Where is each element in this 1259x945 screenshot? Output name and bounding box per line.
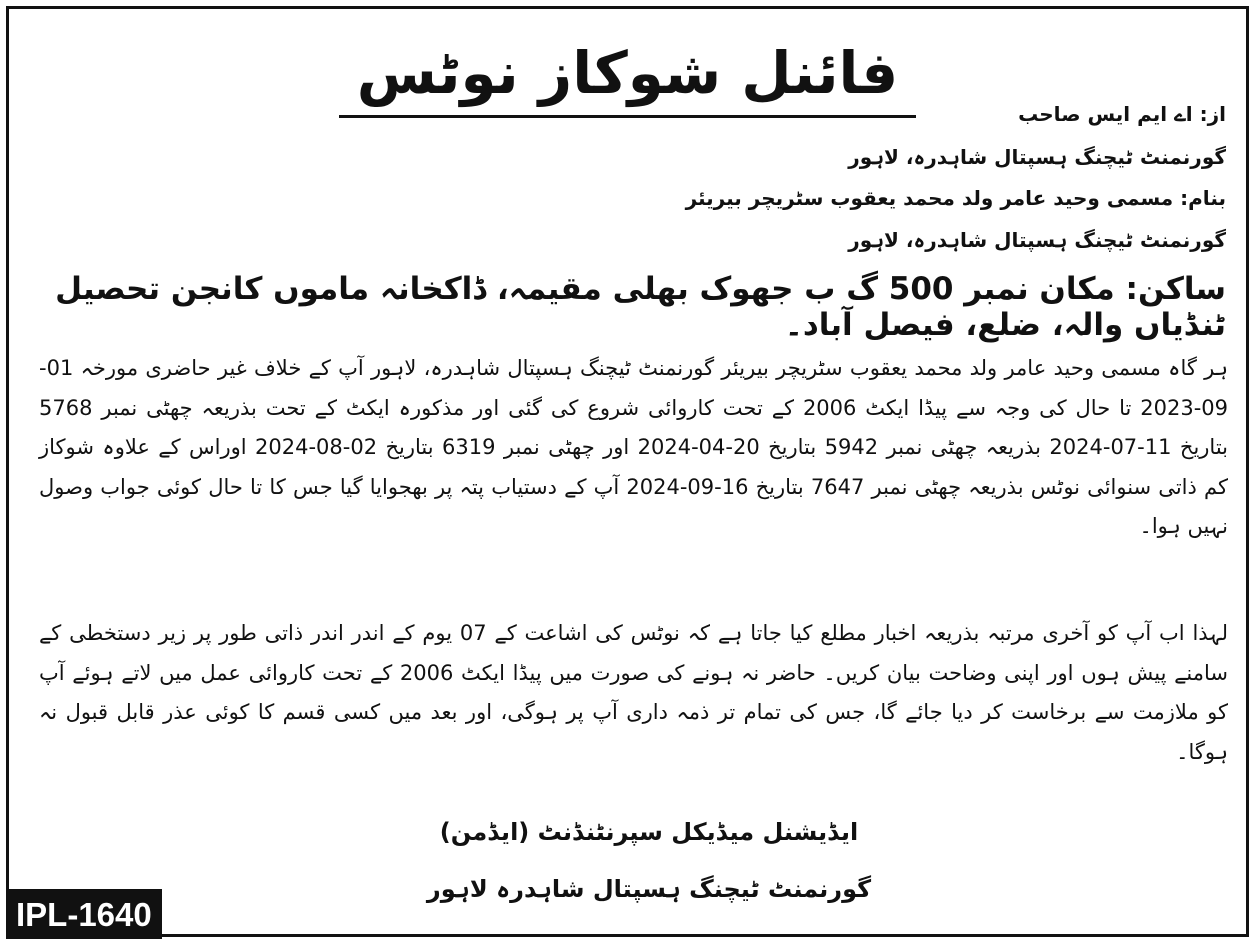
notice-paragraph-2: لہذا اب آپ کو آخری مرتبہ بذریعہ اخبار مطلع کیا جاتا ہے کہ نوٹس کی اشاعت کے 07 یوم کے اندر اندر ذاتی طور پر زیر دستخطی کے سامنے پیش ہوں اور اپنی وضاحت بیان کریں۔ حاضر نہ ہونے کی صورت میں پیڈا ایکٹ 2006 کے تحت کاروائی عمل میں لاتے ہوئے آپ کو ملازمت سے برخاست کر دیا جائے گا، جس کی تمام تر ذمہ داری آپ پر ہوگی، اور بعد میں کسی قسم کا کوئی عذر قابل قبول نہ ہوگا۔ (39, 621, 1229, 764)
from-line: از: اے ایم ایس صاحب (1018, 102, 1226, 126)
addressee-line: بنام: مسمی وحید عامر ولد محمد یعقوب سٹریچر بیریئر (685, 186, 1226, 210)
notice-paragraph-1: ہر گاہ مسمی وحید عامر ولد محمد یعقوب سٹریچر بیریئر گورنمنٹ ٹیچنگ ہسپتال شاہدرہ، لاہور آپ کے خلاف غیر حاضری مورخہ 01-09-2023 تا حال کی وجہ سے پیڈا ایکٹ 2006 کے تحت کاروائی شروع کی گئی اور مذکورہ ایکٹ کے تحت بذریعہ چھٹی نمبر 5768 بتاریخ 11-07-2024 بذریعہ چھٹی نمبر 5942 بتاریخ 20-04-2024 اور چھٹی نمبر 6319 بتاریخ 02-08-2024 اوراس کے علاوہ شوکاز کم ذاتی سنوائی نوٹس بذریعہ چھٹی نمبر 7647 بتاریخ 16-09-2024 آپ کے دستیاب پتہ پر بھجوایا گیا جس کا تا حال کوئی جواب وصول نہیں ہوا۔ (39, 356, 1229, 538)
ad-code-badge: IPL-1640 (6, 889, 162, 939)
residence-address: ساکن: مکان نمبر 500 گ ب جھوک بھلی مقیمہ، ڈاکخانہ ماموں کانجن تحصیل ٹنڈیاں والہ، ضلع، فیصل آباد۔ (55, 271, 1226, 343)
signatory-title: ایڈیشنل میڈیکل سپرنٹنڈنٹ (ایڈمن) (439, 818, 859, 846)
signatory-organization: گورنمنٹ ٹیچنگ ہسپتال شاہدرہ لاہور (426, 875, 872, 903)
from-organization: گورنمنٹ ٹیچنگ ہسپتال شاہدرہ، لاہور (848, 145, 1226, 169)
addressee-organization: گورنمنٹ ٹیچنگ ہسپتال شاہدرہ، لاہور (848, 228, 1226, 252)
notice-frame (6, 6, 1249, 937)
notice-title-text: فائنل شوکاز نوٹس (339, 37, 917, 118)
